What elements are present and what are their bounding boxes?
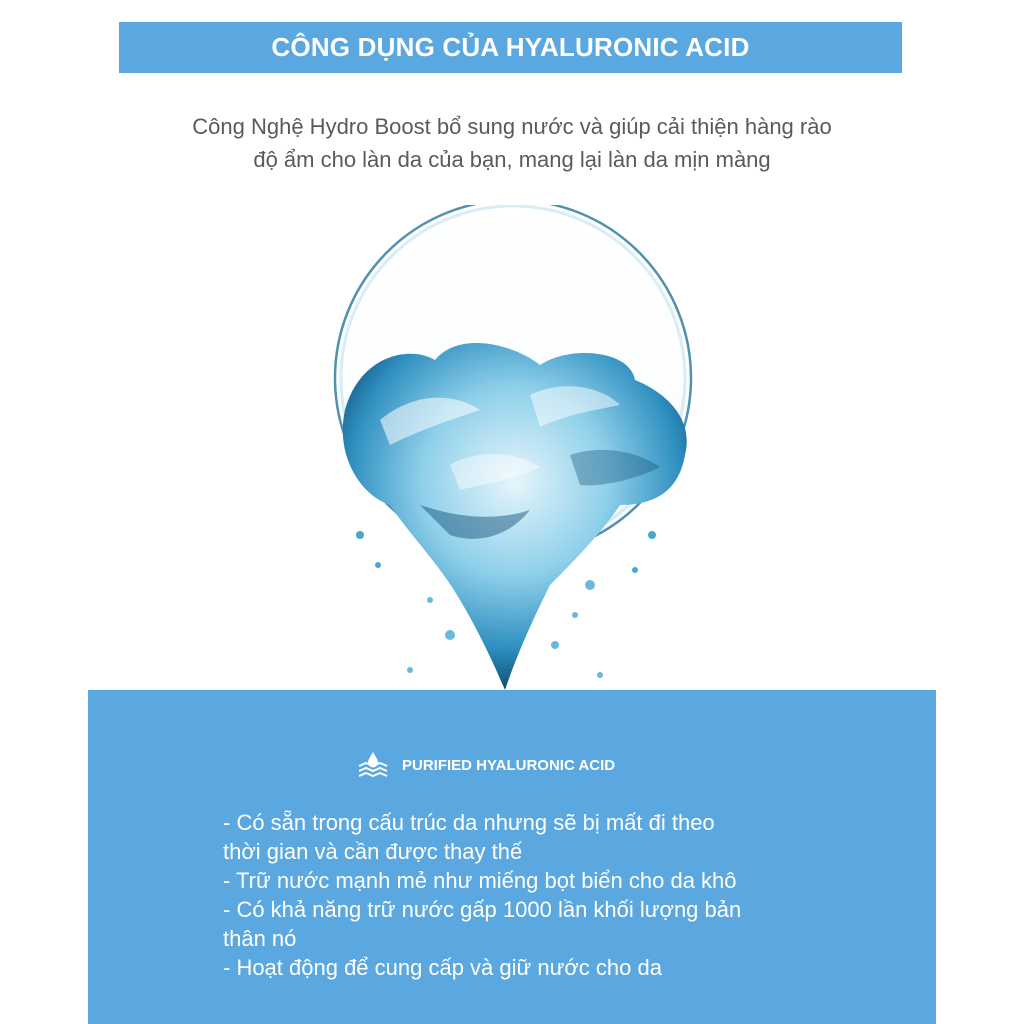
water-splash-image	[300, 205, 720, 695]
list-item: - Có khả năng trữ nước gấp 1000 lần khối lượng bản	[223, 897, 742, 922]
list-item: - Trữ nước mạnh mẻ như miếng bọt biển cho da khô	[223, 868, 737, 893]
water-drop-layers-icon	[356, 750, 390, 780]
page-title: CÔNG DỤNG CỦA HYALURONIC ACID	[271, 32, 750, 62]
title-banner	[119, 22, 902, 73]
intro-line-1: Công Nghệ Hydro Boost bổ sung nước và giúp cải thiện hàng rào	[192, 114, 832, 139]
list-item: thời gian và cần được thay thế	[223, 839, 523, 864]
intro-text	[100, 110, 924, 176]
badge-label: PURIFIED HYALURONIC ACID	[402, 756, 616, 774]
benefits-list	[223, 808, 863, 982]
badge	[356, 750, 615, 780]
list-item: thân nó	[223, 926, 297, 951]
list-item: - Có sẵn trong cấu trúc da nhưng sẽ bị mất đi theo	[223, 810, 715, 835]
benefits-panel	[88, 690, 936, 1024]
list-item: - Hoạt động để cung cấp và giữ nước cho da	[223, 955, 662, 980]
intro-line-2: độ ẩm cho làn da của bạn, mang lại làn da mịn màng	[253, 147, 771, 172]
